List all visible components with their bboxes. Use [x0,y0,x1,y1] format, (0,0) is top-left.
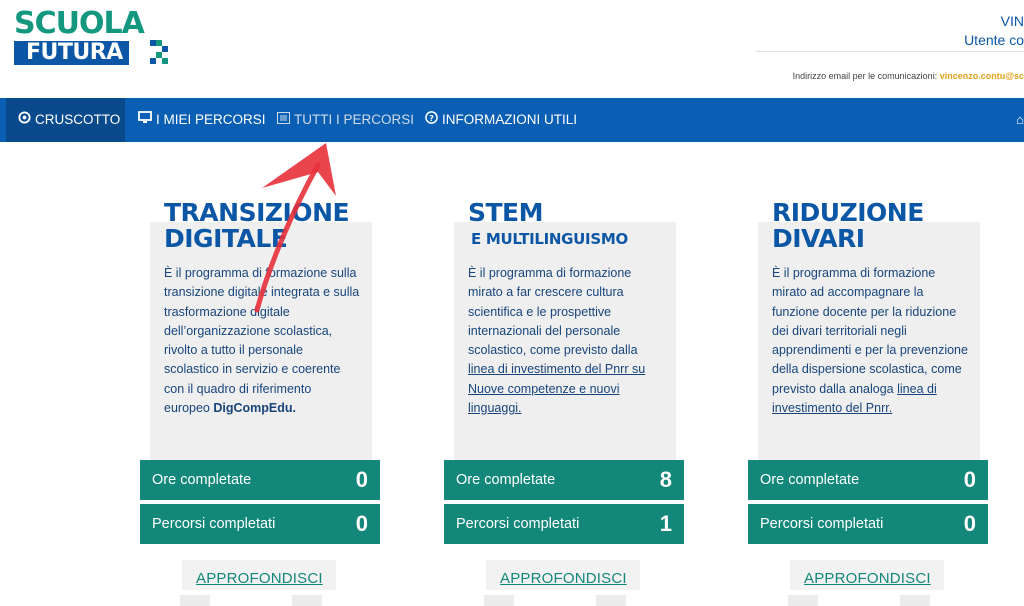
card-description [164,264,360,418]
header [0,0,1024,98]
nav-edge-icon[interactable]: ⌂ [1016,112,1024,127]
stat-ore-completate [444,460,684,500]
stat-label: Percorsi completati [152,516,276,532]
stat-value: 0 [963,511,976,536]
stat-label: Percorsi completati [456,516,580,532]
stat-percorsi-completati [444,504,684,544]
decorative-fragment [900,595,930,606]
desc-strong: DigCompEdu. [213,401,296,416]
nav-label: TUTTI I PERCORSI [294,112,415,127]
card-title-line2: DIVARI [772,224,865,253]
svg-text:?: ? [429,113,434,124]
nav-label: INFORMAZIONI UTILI [442,112,577,127]
decorative-fragment [788,595,818,606]
stat-label: Percorsi completati [760,516,884,532]
stat-ore-completate [140,460,380,500]
target-icon [18,98,31,142]
main-navbar [0,98,1024,142]
stat-value: 1 [659,511,672,536]
decorative-fragment [596,595,626,606]
desc-text: È il programma di formazione mirato a far crescere cultura scientifica e le prospettive internazionali del personale scolastico, come previsto dalla [468,266,638,358]
decorative-fragment [292,595,322,606]
decorative-fragment [484,595,514,606]
nav-cruscotto[interactable] [6,98,125,142]
approfondisci-link[interactable]: APPROFONDISCI [196,570,323,587]
approfondisci-link[interactable]: APPROFONDISCI [804,570,931,587]
nav-label: I MIEI PERCORSI [156,112,266,127]
nav-informazioni-utili[interactable] [425,98,577,142]
approfondisci-link[interactable]: APPROFONDISCI [500,570,627,587]
user-name[interactable]: VIN [1000,13,1024,29]
logo-line2: FUTURA [14,41,129,65]
scuola-futura-logo[interactable] [14,6,174,68]
stat-ore-completate [748,460,988,500]
stat-value: 0 [355,511,368,536]
question-icon [425,98,438,142]
card-transizione-digitale [140,190,388,606]
card-title [164,200,349,252]
list-icon [277,98,290,142]
card-title-line1: RIDUZIONE [772,198,924,227]
email-label: Indirizzo email per le comunicazioni: [792,71,938,81]
nav-i-miei-percorsi[interactable] [138,98,266,142]
desc-text: È il programma di formazione sulla transizione digitale integrata e sulla trasformazione digitale dell’organizzazione scolastica, rivolto a tutto il personale scolastico in servizio e coerente con il quadro di riferimento europeo [164,266,360,416]
decorative-fragment [180,595,210,606]
stat-value: 0 [963,467,976,492]
card-title-line1: STEM [468,198,544,227]
nav-label: CRUSCOTTO [35,112,121,127]
nav-tutti-i-percorsi[interactable] [277,98,414,142]
card-description [468,264,664,418]
card-riduzione-divari [748,190,996,606]
header-divider [756,51,1024,52]
desc-text: È il programma di formazione mirato ad accompagnare la funzione docente per la riduzione dei divari territoriali negli apprendimenti e per la prevenzione della dispersione scolastica, come previsto dalla analoga [772,266,968,396]
card-title [468,200,543,226]
stat-value: 0 [355,467,368,492]
stat-label: Ore completate [456,472,556,488]
stat-label: Ore completate [760,472,860,488]
logo-pixels-icon [150,40,168,66]
stat-percorsi-completati [748,504,988,544]
stat-value: 8 [659,467,672,492]
user-role: Utente co [964,32,1024,48]
card-title-line2: DIGITALE [164,224,288,253]
card-stem [444,190,692,606]
logo-line1: SCUOLA [14,6,144,41]
email-info [793,71,1024,81]
monitor-icon [138,98,152,142]
card-subtitle: E MULTILINGUISMO [471,230,628,248]
card-title-line1: TRANSIZIONE [164,198,350,227]
desc-link[interactable]: linea di investimento del Pnrr. [772,381,937,416]
card-description [772,264,968,418]
card-title [772,200,924,252]
email-address: vincenzo.contu@sc [939,71,1024,81]
stat-label: Ore completate [152,472,252,488]
desc-link[interactable]: linea di investimento del Pnrr su Nuove competenze e nuovi linguaggi. [468,362,646,416]
stat-percorsi-completati [140,504,380,544]
